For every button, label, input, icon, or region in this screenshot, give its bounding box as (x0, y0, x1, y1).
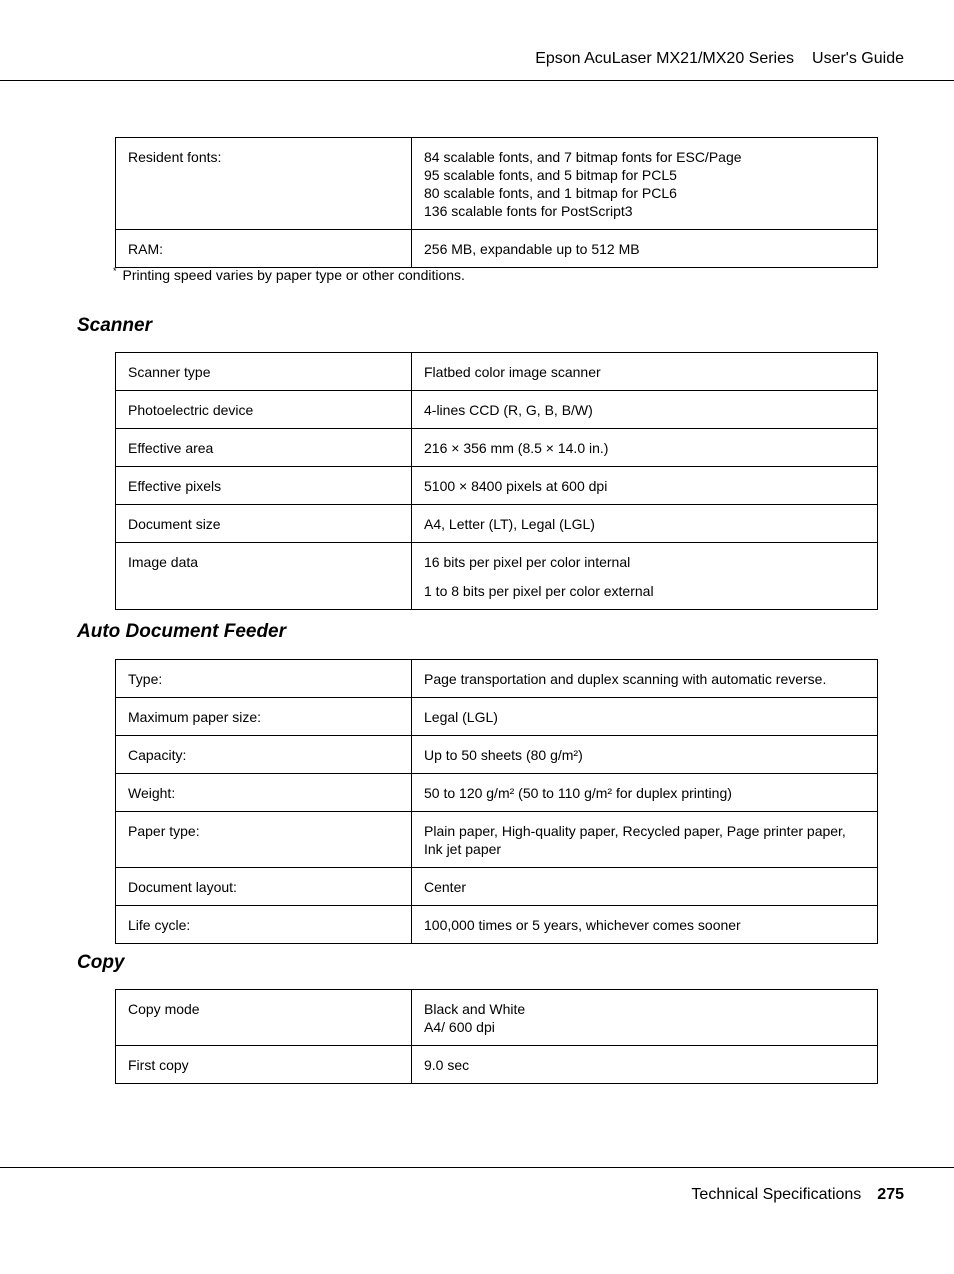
spec-value: Up to 50 sheets (80 g/m²) (412, 736, 878, 774)
scanner-spec-table (115, 352, 878, 610)
table-row (116, 812, 878, 868)
spec-value: 50 to 120 g/m² (50 to 110 g/m² for duplex printing) (412, 774, 878, 812)
spec-value-line: Black and White (424, 1001, 526, 1017)
footer-rule (0, 1167, 954, 1168)
spec-value-line: 136 scalable fonts for PostScript3 (424, 203, 633, 219)
copy-spec-table (115, 989, 878, 1084)
spec-value: 256 MB, expandable up to 512 MB (412, 230, 878, 268)
table-row (116, 990, 878, 1046)
spec-label: Capacity: (116, 736, 412, 774)
spec-label: Document size (116, 505, 412, 543)
table-row (116, 698, 878, 736)
spec-value: A4, Letter (LT), Legal (LGL) (412, 505, 878, 543)
spec-value: 5100 × 8400 pixels at 600 dpi (412, 467, 878, 505)
printer-spec-table (115, 137, 878, 268)
spec-value (412, 543, 878, 610)
spec-value: Flatbed color image scanner (412, 353, 878, 391)
table-row (116, 868, 878, 906)
spec-value: Center (412, 868, 878, 906)
spec-value-line: 16 bits per pixel per color internal (424, 554, 631, 570)
spec-label: Document layout: (116, 868, 412, 906)
spec-value-line: 80 scalable fonts, and 1 bitmap for PCL6 (424, 185, 677, 201)
spec-label: RAM: (116, 230, 412, 268)
spec-value: 9.0 sec (412, 1046, 878, 1084)
spec-label: Resident fonts: (116, 138, 412, 230)
spec-value: Page transportation and duplex scanning with automatic reverse. (412, 660, 878, 698)
footnote-text: Printing speed varies by paper type or other conditions. (122, 267, 465, 283)
spec-label: Maximum paper size: (116, 698, 412, 736)
spec-label: Type: (116, 660, 412, 698)
running-footer (691, 1186, 904, 1204)
spec-value: 216 × 356 mm (8.5 × 14.0 in.) (412, 429, 878, 467)
table-row (116, 543, 878, 610)
table-row (116, 906, 878, 944)
table-row (116, 660, 878, 698)
table-row (116, 391, 878, 429)
spec-value-line: 1 to 8 bits per pixel per color external (424, 583, 654, 599)
spec-label: Photoelectric device (116, 391, 412, 429)
table-row (116, 505, 878, 543)
spec-label: First copy (116, 1046, 412, 1084)
spec-label: Effective pixels (116, 467, 412, 505)
spec-label: Effective area (116, 429, 412, 467)
footer-section: Technical Specifications (691, 1186, 862, 1203)
section-heading-copy: Copy (77, 952, 125, 973)
running-header (535, 50, 904, 68)
spec-value: 4-lines CCD (R, G, B, B/W) (412, 391, 878, 429)
section-heading-adf: Auto Document Feeder (77, 621, 287, 642)
table-row (116, 467, 878, 505)
spec-label: Image data (116, 543, 412, 610)
spec-value (412, 138, 878, 230)
spec-label: Life cycle: (116, 906, 412, 944)
section-heading-scanner: Scanner (77, 315, 152, 336)
adf-spec-table (115, 659, 878, 944)
spec-value-line: 95 scalable fonts, and 5 bitmap for PCL5 (424, 167, 677, 183)
footnote-marker: * (113, 266, 117, 276)
table-row (116, 429, 878, 467)
page-number: 275 (877, 1186, 904, 1203)
spec-value-line: 84 scalable fonts, and 7 bitmap fonts for ESC/Page (424, 149, 742, 165)
spec-value (412, 990, 878, 1046)
spec-label: Paper type: (116, 812, 412, 868)
table-row (116, 736, 878, 774)
spec-label: Scanner type (116, 353, 412, 391)
table-row (116, 1046, 878, 1084)
table-row (116, 774, 878, 812)
table-row (116, 353, 878, 391)
table-row (116, 230, 878, 268)
header-guide: User's Guide (812, 50, 904, 67)
header-product: Epson AcuLaser MX21/MX20 Series (535, 50, 795, 67)
spec-label: Weight: (116, 774, 412, 812)
spec-label: Copy mode (116, 990, 412, 1046)
spec-value: Plain paper, High-quality paper, Recycled paper, Page printer paper, Ink jet paper (412, 812, 878, 868)
footnote (113, 266, 465, 283)
spec-value-line: A4/ 600 dpi (424, 1019, 495, 1035)
spec-value: 100,000 times or 5 years, whichever comes sooner (412, 906, 878, 944)
header-rule (0, 80, 954, 81)
table-row (116, 138, 878, 230)
spec-value: Legal (LGL) (412, 698, 878, 736)
